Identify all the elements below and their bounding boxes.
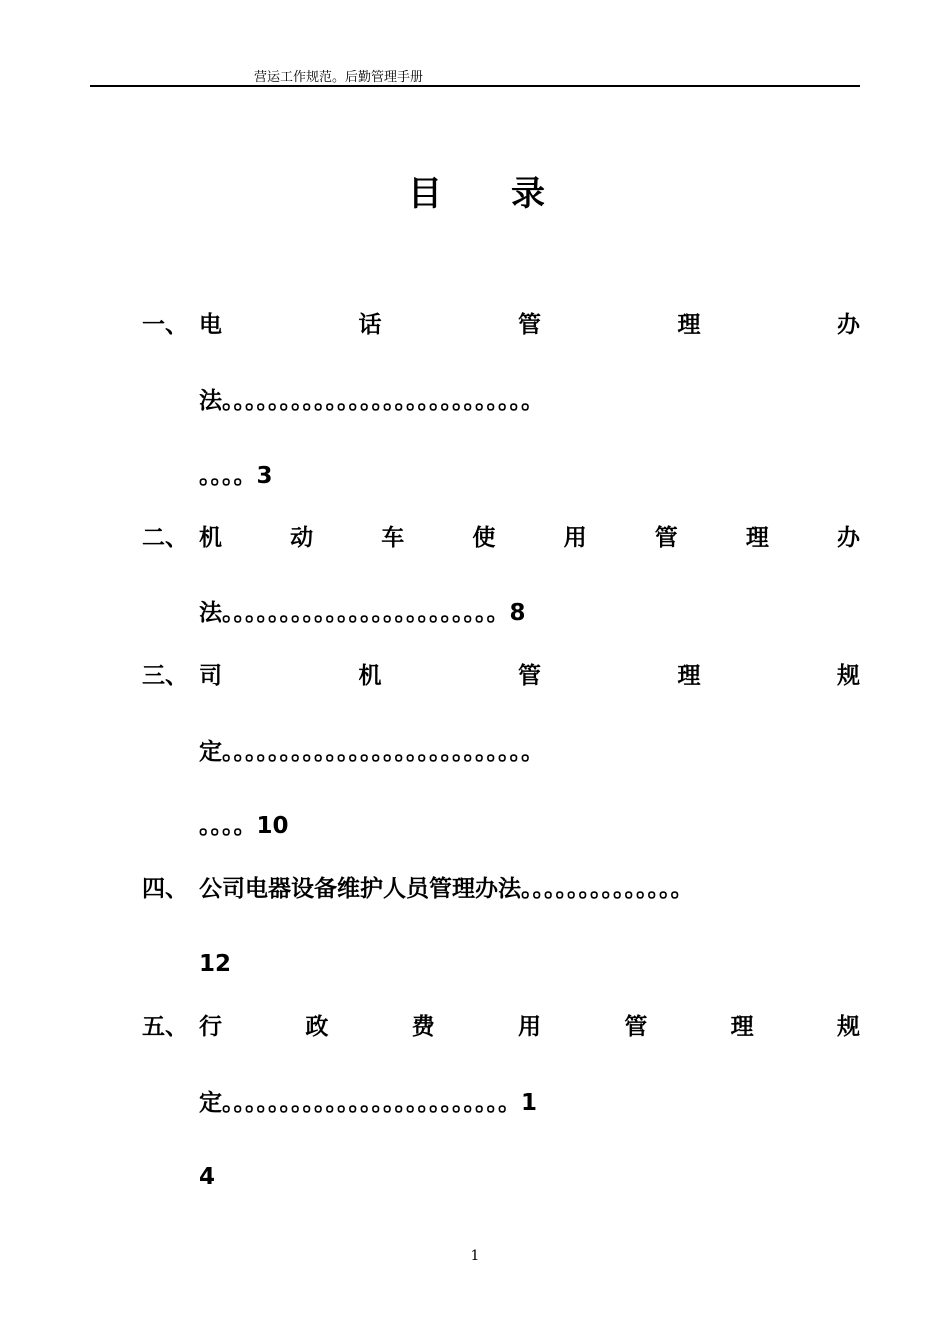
- page-title: [0, 166, 950, 214]
- toc-char: 用: [517, 1014, 541, 1040]
- toc-char: 理: [745, 525, 769, 551]
- toc-entry-1-leader: 法。。。。。。。。。。。。。。。。。。。。。。。。。。。: [199, 388, 544, 414]
- toc-char: 车: [381, 525, 405, 551]
- toc-entry-5-title[interactable]: [199, 1012, 860, 1042]
- running-header: 营运工作规范。后勤管理手册: [254, 70, 424, 85]
- toc-entry-4-number: 四、: [142, 876, 188, 902]
- title-char-1: 目: [408, 174, 442, 214]
- toc-entry-2-number: 二、: [142, 525, 188, 551]
- toc-char: 规: [837, 663, 860, 689]
- toc-char: 话: [358, 312, 382, 338]
- toc-char: 机: [199, 525, 222, 551]
- toc-entry-1-page: 。。。。3: [199, 463, 273, 489]
- toc-entry-2-leader: 法。。。。。。。。。。。。。。。。。。。。。。。。8: [199, 600, 526, 626]
- toc-char: 费: [411, 1014, 435, 1040]
- toc-char: 行: [199, 1014, 222, 1040]
- toc-char: 电: [199, 312, 222, 338]
- title-char-2: 录: [511, 174, 545, 214]
- header-rule: [90, 85, 860, 87]
- toc-entry-3-page: 。。。。10: [199, 813, 289, 839]
- toc-entry-5-number: 五、: [142, 1014, 188, 1040]
- toc-char: 办: [836, 525, 860, 551]
- toc-entry-3-title[interactable]: [199, 661, 860, 691]
- toc-entry-4-title[interactable]: 公司电器设备维护人员管理办法。。。。。。。。。。。。。。: [199, 876, 694, 902]
- toc-entry-3-number: 三、: [142, 663, 188, 689]
- toc-char: 理: [677, 663, 701, 689]
- toc-entry-1-number: 一、: [142, 312, 188, 338]
- page-number: 1: [470, 1248, 480, 1264]
- toc-char: 机: [358, 663, 382, 689]
- toc-char: 办: [837, 312, 860, 338]
- toc-char: 管: [518, 663, 541, 689]
- toc-char: 管: [518, 312, 541, 338]
- toc-entry-4-page: 12: [199, 951, 232, 977]
- toc-char: 理: [677, 312, 701, 338]
- toc-entry-3-leader: 定。。。。。。。。。。。。。。。。。。。。。。。。。。。: [199, 739, 544, 765]
- toc-char: 使: [472, 525, 496, 551]
- toc-char: 司: [199, 663, 222, 689]
- toc-char: 管: [654, 525, 678, 551]
- toc-char: 政: [305, 1014, 329, 1040]
- toc-char: 规: [836, 1014, 860, 1040]
- toc-char: 管: [624, 1014, 648, 1040]
- toc-char: 理: [730, 1014, 754, 1040]
- toc-char: 用: [563, 525, 587, 551]
- toc-entry-1-title[interactable]: [199, 310, 860, 340]
- toc-entry-5-page: 4: [199, 1164, 216, 1190]
- toc-entry-2-title[interactable]: [199, 523, 860, 553]
- toc-char: 动: [290, 525, 314, 551]
- toc-entry-5-leader: 定。。。。。。。。。。。。。。。。。。。。。。。。。1: [199, 1090, 538, 1116]
